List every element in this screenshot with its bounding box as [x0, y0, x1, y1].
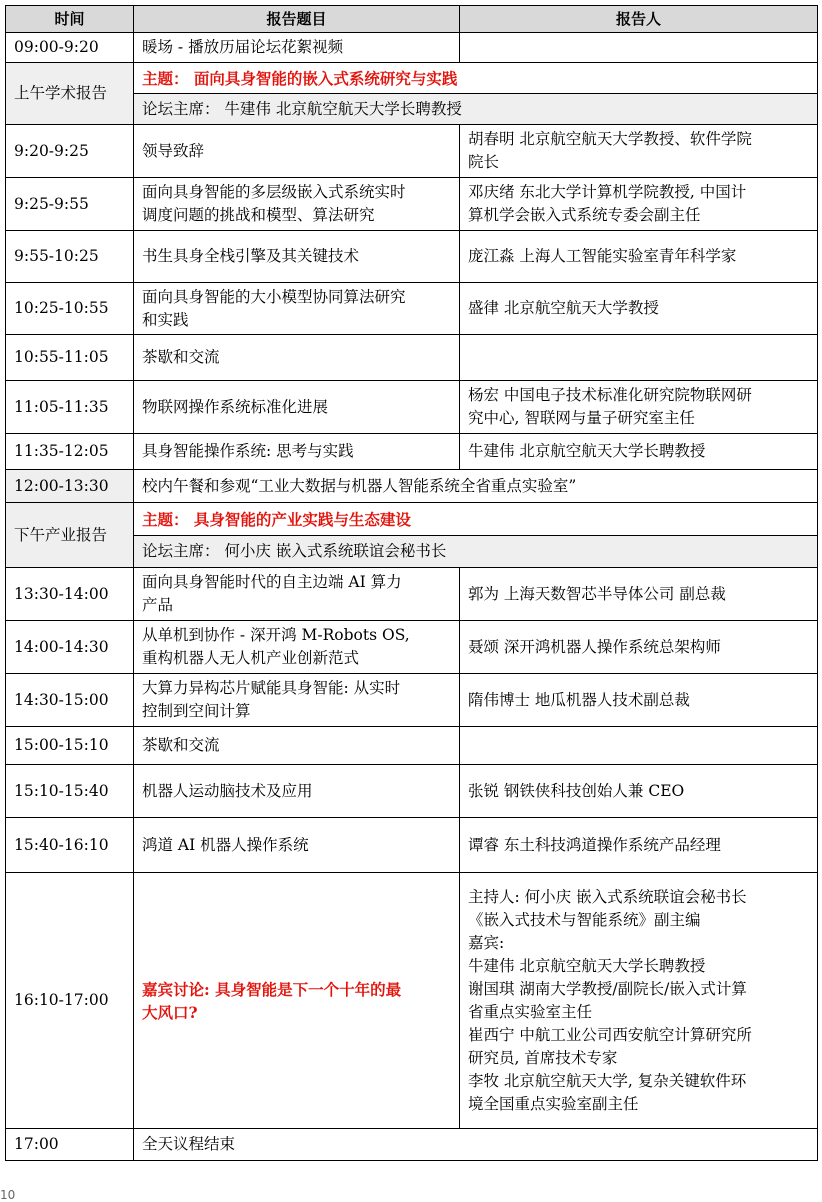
panel-speakers-line: 主持人: 何小庆 嵌入式系统联谊会秘书长 [468, 887, 747, 906]
row-title [134, 568, 460, 621]
row-speaker [460, 125, 818, 178]
row-title-line: 调度问题的挑战和模型、算法研究 [142, 206, 375, 224]
panel-speakers-line: 谢国琪 湖南大学教授/副院长/嵌入式计算 [468, 979, 747, 998]
row-time: 15:00-15:10 [6, 727, 134, 765]
row-time: 11:35-12:05 [6, 434, 134, 470]
afternoon-session-label: 下午产业报告 [6, 503, 134, 568]
row-title-line: 面向具身智能的多层级嵌入式系统实时 [142, 183, 406, 201]
row-title [134, 125, 460, 178]
agenda-row [6, 381, 818, 434]
row-time: 15:10-15:40 [6, 765, 134, 818]
agenda-row [6, 283, 818, 335]
afternoon-chair: 论坛主席： 何小庆 嵌入式系统联谊会秘书长 [134, 536, 818, 568]
row-title [134, 674, 460, 727]
lunch-time: 12:00-13:30 [6, 470, 134, 503]
row-speaker [460, 434, 818, 470]
row-title-line: 和实践 [142, 310, 189, 329]
page-number: 10 [0, 1189, 16, 1202]
row-title [134, 381, 460, 434]
row-title-line: 产品 [142, 596, 174, 614]
header-row [6, 6, 818, 33]
panel-title-line: 大风口? [142, 1002, 198, 1022]
row-title [134, 178, 460, 231]
row-speaker-line: 胡春明 北京航空航天大学教授、软件学院 [468, 130, 752, 148]
row-title-line: 茶歇和交流 [142, 736, 220, 754]
agenda-row [6, 568, 818, 621]
row-speaker-line: 谭睿 东土科技鸿道操作系统产品经理 [468, 835, 721, 854]
afternoon-theme: 主题： 具身智能的产业实践与生态建设 [134, 503, 818, 536]
morning-theme: 主题： 面向具身智能的嵌入式系统研究与实践 [134, 63, 818, 94]
row-title-line: 具身智能操作系统: 思考与实践 [142, 442, 354, 460]
row-speaker-line: 算机学会嵌入式系统专委会副主任 [468, 206, 701, 224]
row-speaker-line: 究中心, 智联网与量子研究室主任 [468, 409, 695, 427]
row-speaker [460, 727, 818, 765]
row-speaker [460, 231, 818, 283]
row-speaker-line: 杨宏 中国电子技术标准化研究院物联网研 [468, 386, 752, 404]
row-title [134, 434, 460, 470]
panel-speakers-line: 嘉宾: [468, 933, 505, 952]
panel-speakers-line: 牛建伟 北京航空航天大学长聘教授 [468, 956, 706, 975]
panel-title [134, 873, 460, 1129]
row-speaker [460, 818, 818, 873]
row-title-line: 茶歇和交流 [142, 348, 220, 366]
agenda-row [6, 231, 818, 283]
row-title [134, 818, 460, 873]
row-time: 10:25-10:55 [6, 283, 134, 335]
row-speaker-line: 邓庆绪 东北大学计算机学院教授, 中国计 [468, 183, 747, 201]
header-title: 报告题目 [134, 6, 460, 33]
row-speaker [460, 765, 818, 818]
row-speaker-line: 院长 [468, 153, 500, 171]
lunch-row [6, 470, 818, 503]
afternoon-theme-row [6, 503, 818, 536]
lunch-title: 校内午餐和参观“工业大数据与机器人智能系统全省重点实验室” [134, 470, 818, 503]
row-title-line: 面向具身智能时代的自主边端 AI 算力 [142, 573, 402, 591]
row-speaker [460, 178, 818, 231]
agenda-row [6, 818, 818, 873]
row-time: 9:20-9:25 [6, 125, 134, 178]
row-time: 15:40-16:10 [6, 818, 134, 873]
row-title-line: 书生具身全栈引擎及其关键技术 [142, 247, 360, 265]
panel-speakers-line: 崔西宁 中航工业公司西安航空计算研究所 [468, 1025, 752, 1044]
row-time: 9:55-10:25 [6, 231, 134, 283]
row-title-line: 领导致辞 [142, 141, 205, 160]
closing-row [6, 1129, 818, 1161]
row-title-line: 控制到空间计算 [142, 702, 251, 720]
warmup-title: 暖场 - 播放历届论坛花絮视频 [134, 33, 460, 63]
row-title-line: 重构机器人无人机产业创新范式 [142, 649, 360, 667]
morning-theme-row [6, 63, 818, 94]
agenda-row [6, 621, 818, 674]
panel-speakers-line: 李牧 北京航空航天大学, 复杂关键软件环 [468, 1071, 747, 1090]
row-title-line: 鸿道 AI 机器人操作系统 [142, 835, 309, 854]
row-title-line: 从单机到协作 - 深开鸿 M-Robots OS, [142, 626, 410, 644]
row-time: 10:55-11:05 [6, 335, 134, 381]
row-speaker-line: 郭为 上海天数智芯半导体公司 副总裁 [468, 584, 726, 603]
agenda-row [6, 335, 818, 381]
agenda-row [6, 178, 818, 231]
row-time: 14:00-14:30 [6, 621, 134, 674]
agenda-sheet [5, 5, 818, 1161]
panel-speakers-line: 《嵌入式技术与智能系统》副主编 [468, 910, 701, 929]
header-speaker: 报告人 [460, 6, 818, 33]
agenda-row [6, 434, 818, 470]
row-time: 14:30-15:00 [6, 674, 134, 727]
row-speaker-line: 隋伟博士 地瓜机器人技术副总裁 [468, 690, 690, 709]
row-speaker [460, 381, 818, 434]
row-title-line: 物联网操作系统标准化进展 [142, 397, 329, 416]
row-speaker-line: 庞江淼 上海人工智能实验室青年科学家 [468, 247, 737, 265]
row-speaker [460, 568, 818, 621]
row-title-line: 大算力异构芯片赋能具身智能: 从实时 [142, 679, 401, 697]
row-speaker-line: 盛律 北京航空航天大学教授 [468, 299, 659, 317]
morning-chair: 论坛主席： 牛建伟 北京航空航天大学长聘教授 [134, 94, 818, 125]
panel-row [6, 873, 818, 1129]
row-title [134, 765, 460, 818]
warmup-speaker [460, 33, 818, 63]
row-speaker-line: 牛建伟 北京航空航天大学长聘教授 [468, 442, 706, 460]
row-speaker [460, 335, 818, 381]
warmup-time: 09:00-9:20 [6, 33, 134, 63]
panel-speakers-line: 境全国重点实验室副主任 [468, 1094, 639, 1113]
row-time: 11:05-11:35 [6, 381, 134, 434]
agenda-table [5, 5, 818, 1161]
row-time: 13:30-14:00 [6, 568, 134, 621]
row-speaker [460, 283, 818, 335]
panel-speakers-line: 省重点实验室主任 [468, 1002, 593, 1021]
row-title-line: 面向具身智能的大小模型协同算法研究 [142, 287, 406, 306]
panel-speakers-line: 研究员, 首席技术专家 [468, 1048, 618, 1067]
morning-session-label: 上午学术报告 [6, 63, 134, 125]
row-speaker-line: 聂颂 深开鸿机器人操作系统总架构师 [468, 637, 721, 656]
row-title [134, 621, 460, 674]
row-time: 9:25-9:55 [6, 178, 134, 231]
panel-speakers [460, 873, 818, 1129]
closing-time: 17:00 [6, 1129, 134, 1161]
row-speaker [460, 621, 818, 674]
row-speaker [460, 674, 818, 727]
row-title [134, 727, 460, 765]
row-title [134, 335, 460, 381]
agenda-row [6, 727, 818, 765]
row-title-line: 机器人运动脑技术及应用 [142, 781, 313, 800]
agenda-row [6, 125, 818, 178]
closing-title: 全天议程结束 [134, 1129, 818, 1161]
row-title [134, 283, 460, 335]
agenda-row [6, 765, 818, 818]
row-title [134, 231, 460, 283]
agenda-row [6, 674, 818, 727]
panel-time: 16:10-17:00 [6, 873, 134, 1129]
row-speaker-line: 张锐 钢铁侠科技创始人兼 CEO [468, 781, 685, 800]
header-time: 时间 [6, 6, 134, 33]
warmup-row [6, 33, 818, 63]
panel-title-line: 嘉宾讨论: 具身智能是下一个十年的最 [142, 979, 402, 999]
